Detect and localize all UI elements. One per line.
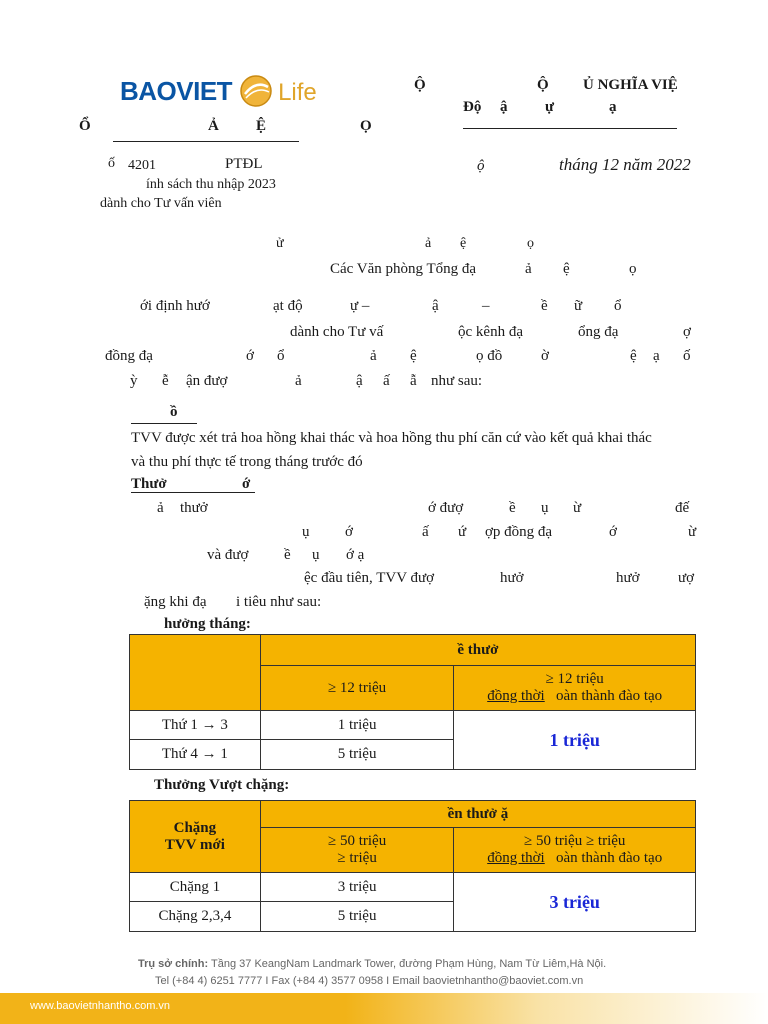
section2-p2-4: ợp đồng đạ xyxy=(485,524,553,540)
recipient-2-c: ệ xyxy=(563,261,570,277)
table2-corner-l2: TVV mới xyxy=(164,836,225,853)
section2-p1-4: ụ xyxy=(541,500,549,516)
intro-l3-0: đồng đạ xyxy=(105,348,153,364)
intro-l1-2: ự – xyxy=(350,298,370,314)
recipient-1-c: ệ xyxy=(460,236,467,251)
table2-col1-head xyxy=(260,828,454,873)
intro-l4-4: ậ xyxy=(356,373,363,389)
intro-l4-6: ẫ xyxy=(410,373,417,389)
intro-l1-6: ữ xyxy=(574,298,583,314)
section2-underline xyxy=(131,492,255,493)
intro-l2-3: ợ xyxy=(683,324,691,340)
section1-body-1: TVV được xét trả hoa hồng khai thác và hoa hồng thu phí căn cứ vào kết quả khai thác xyxy=(131,430,652,446)
table2-corner-l1: Chặng xyxy=(173,819,217,836)
table1-caption: hưởng tháng: xyxy=(164,616,251,632)
footer-address xyxy=(138,958,606,970)
intro-l4-1: ễ xyxy=(162,373,169,389)
intro-l3-5: ọ đồ xyxy=(476,348,503,364)
table2-row1-label: Chặng 1 xyxy=(130,873,261,902)
intro-l2-0: dành cho Tư vấ xyxy=(290,324,384,340)
intro-l2-1: ộc kênh đạ xyxy=(458,324,523,340)
intro-l4-3: ả xyxy=(295,373,302,389)
logo-emblem-icon xyxy=(239,74,273,108)
baoviet-life-logo xyxy=(120,74,317,114)
intro-l1-3: ậ xyxy=(432,298,439,314)
section2-p3-3: ớ ạ xyxy=(346,547,365,563)
recipient-2-b: ả xyxy=(525,261,532,277)
section2-p2-6: ừ xyxy=(688,524,697,540)
header-right-c: Ủ NGHĨA VIỆ xyxy=(583,77,678,93)
header-right2-a: Độ xyxy=(463,99,482,115)
table1-row1-label: Thứ 1 → 3 xyxy=(130,711,261,740)
table2-row2-label: Chặng 2,3,4 xyxy=(130,902,261,932)
table1-head-top: ề thưở xyxy=(260,635,695,666)
intro-l4-0: ỳ xyxy=(130,373,138,389)
section2-p1-6: đế xyxy=(675,500,690,516)
header-right-b: Ộ xyxy=(537,77,549,93)
table2-col2-head-l1: ≥ 50 triệu ≥ triệu xyxy=(523,833,626,849)
table1-col1-head: ≥ 12 triệu xyxy=(260,666,454,711)
header-right2-d: ạ xyxy=(609,99,617,115)
logo-brand: BAOVIET xyxy=(120,76,233,106)
section2-p4-1: hưở xyxy=(500,570,524,586)
intro-l2-2: ổng đạ xyxy=(578,324,619,340)
table-row xyxy=(130,873,696,902)
table2-caption: Thưởng Vượt chặng: xyxy=(154,777,290,793)
footer-website-link[interactable]: www.baovietnhantho.com.vn xyxy=(30,1000,171,1012)
section1-body-2: và thu phí thực tế trong tháng trước đó xyxy=(131,454,363,470)
table2-row1-value: 3 triệu xyxy=(260,873,454,902)
intro-l3-6: ờ xyxy=(541,348,549,364)
header-right-underline xyxy=(463,128,677,129)
section2-title-b: ớ xyxy=(242,476,251,492)
header-right-a: Ộ xyxy=(414,77,426,93)
header-left-b: Ả xyxy=(208,118,219,134)
table1-row2-value: 5 triệu xyxy=(260,740,454,770)
header-right2-c: ự xyxy=(545,99,555,115)
table2-col1-head-l1: ≥ 50 triệu xyxy=(327,833,387,849)
section2-p4-0: ệc đầu tiên, TVV đượ xyxy=(304,570,435,586)
table1-col2-head-l2b: oàn thành đào tạo xyxy=(555,688,663,704)
intro-l3-1: ớ xyxy=(246,348,254,364)
table2-col2-head-l2b: oàn thành đào tạo xyxy=(555,850,663,866)
section2-p3-0: và đượ xyxy=(207,547,249,563)
footer-contact: Tel (+84 4) 6251 7777 I Fax (+84 4) 3577 0958 I Email baovietnhantho@baoviet.com.vn xyxy=(155,975,584,987)
intro-l3-3: ả xyxy=(370,348,377,364)
intro-l1-1: ạt độ xyxy=(273,298,303,314)
section2-p1-0: ả xyxy=(157,500,164,516)
intro-l1-0: ới định hướ xyxy=(140,298,210,314)
section2-p5-0: ặng khi đạ xyxy=(144,594,207,610)
doc-date: tháng 12 năm 2022 xyxy=(559,155,691,174)
section2-p1-1: thưở xyxy=(180,500,208,516)
intro-l1-5: ề xyxy=(541,298,548,314)
section2-p3-1: ề xyxy=(284,547,291,563)
table2-head-top: ền thưở ặ xyxy=(260,801,695,828)
table1-col2-head-l1: ≥ 12 triệu xyxy=(545,671,604,687)
section2-p3-2: ụ xyxy=(312,547,320,563)
table1-col2-head-l2a: đồng thời xyxy=(487,688,545,704)
table-row xyxy=(130,711,696,740)
section2-p4-3: ượ xyxy=(678,570,695,586)
footer-hq-label: Trụ sở chính: xyxy=(138,958,209,970)
intro-l3-4: ệ xyxy=(410,348,417,364)
section1-title: ồ xyxy=(170,404,178,420)
recipient-2-d: ọ xyxy=(629,261,637,277)
section2-p2-3: ứ xyxy=(458,524,467,540)
intro-l3-8: ạ xyxy=(653,348,660,364)
doc-number: 4201 xyxy=(128,158,156,173)
doc-subject-1: ính sách thu nhập 2023 xyxy=(146,177,276,192)
recipient-1-b: ả xyxy=(425,236,432,251)
section1-underline xyxy=(131,423,197,424)
section2-p1-3: ề xyxy=(509,500,516,516)
doc-number-prefix: ố xyxy=(108,156,115,171)
section2-p1-2: ớ đượ xyxy=(428,500,464,516)
header-left-c: Ệ xyxy=(256,118,267,134)
intro-l1-4: – xyxy=(482,298,490,314)
header-left-underline xyxy=(113,141,299,142)
table2-corner xyxy=(130,801,261,873)
section2-p4-2: hưở xyxy=(616,570,640,586)
table1-merged-value xyxy=(454,711,696,770)
section2-p5-1: i tiêu như sau: xyxy=(236,594,322,610)
table1-row1-value: 1 triệu xyxy=(260,711,454,740)
table2-row2-value: 5 triệu xyxy=(260,902,454,932)
recipient-2-a: Các Văn phòng Tổng đạ xyxy=(330,261,477,277)
table2-merged-value xyxy=(454,873,696,932)
header-left-d: Ọ xyxy=(360,118,372,134)
logo-suffix: Life xyxy=(278,79,317,106)
intro-l1-7: ổ xyxy=(614,298,622,314)
table1-corner xyxy=(130,635,261,711)
table1-col2-head xyxy=(454,666,696,711)
intro-l4-2: ận đượ xyxy=(186,373,228,389)
header-left-a: Ổ xyxy=(79,118,91,134)
intro-l3-2: ổ xyxy=(277,348,285,364)
table2-merged-text: 3 triệu xyxy=(549,891,600,912)
recipient-1-a: ử xyxy=(276,236,284,251)
milestone-bonus-table xyxy=(129,800,696,932)
section2-p2-1: ớ xyxy=(345,524,353,540)
section2-p2-2: ấ xyxy=(422,524,429,540)
section2-p1-5: ừ xyxy=(573,500,582,516)
recipient-1-d: ọ xyxy=(527,236,534,251)
section2-p2-0: ụ xyxy=(302,524,310,540)
intro-l4-5: ấ xyxy=(383,373,390,389)
intro-l3-9: ố xyxy=(683,348,691,364)
section2-p2-5: ớ xyxy=(609,524,617,540)
intro-l4-7: như sau: xyxy=(431,373,483,389)
doc-date-prefix: ộ xyxy=(477,158,485,174)
table2-col2-head xyxy=(454,828,696,873)
header-right2-b: ậ xyxy=(500,99,508,115)
doc-number-suffix: PTĐL xyxy=(225,156,263,172)
table2-col1-head-l2: ≥ triệu xyxy=(337,850,377,866)
footer-hq-text: Tầng 37 KeangNam Landmark Tower, đường Phạm Hùng, Nam Từ Liêm,Hà Nội. xyxy=(211,958,607,970)
monthly-bonus-table xyxy=(129,634,696,770)
table1-merged-text: 1 triệu xyxy=(549,729,600,750)
intro-l3-7: ệ xyxy=(630,348,637,364)
doc-subject-2: dành cho Tư vấn viên xyxy=(100,196,222,211)
table2-col2-head-l2a: đồng thời xyxy=(487,850,545,866)
section2-title-a: Thưở xyxy=(131,476,167,492)
table1-row2-label: Thứ 4 → 1 xyxy=(130,740,261,770)
